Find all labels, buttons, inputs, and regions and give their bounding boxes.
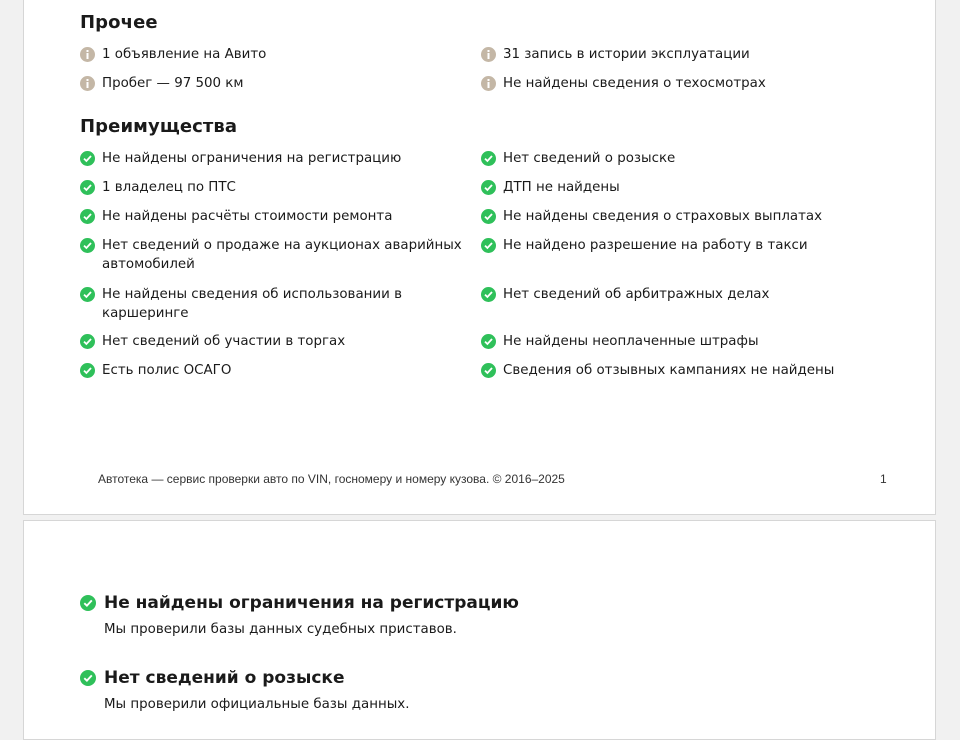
detail-block (80, 668, 880, 712)
check-icon (481, 180, 496, 195)
list-item (481, 178, 866, 197)
check-icon (80, 209, 95, 224)
check-icon (80, 334, 95, 349)
item-text: Нет сведений об арбитражных делах (503, 287, 770, 302)
list-item (481, 285, 866, 304)
section-title-advantages: Преимущества (80, 116, 238, 137)
list-item (481, 361, 866, 380)
check-icon (481, 209, 496, 224)
section-title-other: Прочее (80, 12, 158, 33)
detail-block (80, 593, 880, 637)
item-text: Нет сведений о розыске (503, 151, 676, 166)
detail-heading (80, 668, 880, 688)
item-text: Не найдены расчёты стоимости ремонта (102, 209, 393, 224)
item-text: 1 владелец по ПТС (102, 180, 236, 195)
list-item (80, 149, 465, 168)
item-text: Нет сведений об участии в торгах (102, 334, 346, 349)
list-item (481, 74, 866, 93)
info-icon (481, 76, 496, 91)
check-icon (80, 595, 96, 611)
item-text: Не найдены сведения о страховых выплатах (503, 209, 823, 224)
list-item (80, 207, 465, 226)
report-page-1 (23, 0, 936, 515)
page-number: 1 (880, 472, 887, 486)
detail-heading (80, 593, 880, 613)
list-item (481, 236, 866, 255)
check-icon (80, 151, 95, 166)
list-item (80, 285, 410, 323)
item-text: Нет сведений о продаже на аукционах аварийных автомобилей (102, 238, 462, 272)
list-item (80, 361, 465, 380)
item-text: 1 объявление на Авито (102, 47, 267, 62)
page-footer: Автотека — сервис проверки авто по VIN, госномеру и номеру кузова. © 2016–2025 (98, 472, 565, 486)
list-item (80, 74, 465, 93)
item-text: Пробег — 97 500 км (102, 76, 244, 91)
detail-description: Мы проверили официальные базы данных. (104, 697, 410, 712)
item-text: Не найдены сведения о техосмотрах (503, 76, 766, 91)
item-text: Не найдены ограничения на регистрацию (102, 151, 402, 166)
item-text: Есть полис ОСАГО (102, 363, 232, 378)
check-icon (481, 238, 496, 253)
check-icon (80, 287, 95, 302)
detail-title: Нет сведений о розыске (104, 668, 345, 688)
check-icon (481, 287, 496, 302)
item-text: ДТП не найдены (503, 180, 620, 195)
item-text: Не найдены неоплаченные штрафы (503, 334, 759, 349)
list-item (481, 207, 866, 226)
info-icon (80, 76, 95, 91)
info-icon (481, 47, 496, 62)
list-item (481, 45, 866, 64)
report-page-2 (23, 520, 936, 740)
check-icon (80, 363, 95, 378)
list-item (80, 332, 465, 351)
detail-title: Не найдены ограничения на регистрацию (104, 593, 519, 613)
item-text: 31 запись в истории эксплуатации (503, 47, 750, 62)
check-icon (80, 670, 96, 686)
check-icon (80, 180, 95, 195)
check-icon (80, 238, 95, 253)
item-text: Не найдены сведения об использовании в каршеринге (102, 287, 402, 321)
check-icon (481, 151, 496, 166)
list-item (80, 45, 465, 64)
info-icon (80, 47, 95, 62)
check-icon (481, 334, 496, 349)
list-item (481, 149, 866, 168)
item-text: Не найдено разрешение на работу в такси (503, 238, 808, 253)
list-item (481, 332, 866, 351)
list-item (80, 236, 465, 274)
item-text: Сведения об отзывных кампаниях не найдены (503, 363, 835, 378)
check-icon (481, 363, 496, 378)
list-item (80, 178, 465, 197)
detail-description: Мы проверили базы данных судебных приставов. (104, 622, 457, 637)
